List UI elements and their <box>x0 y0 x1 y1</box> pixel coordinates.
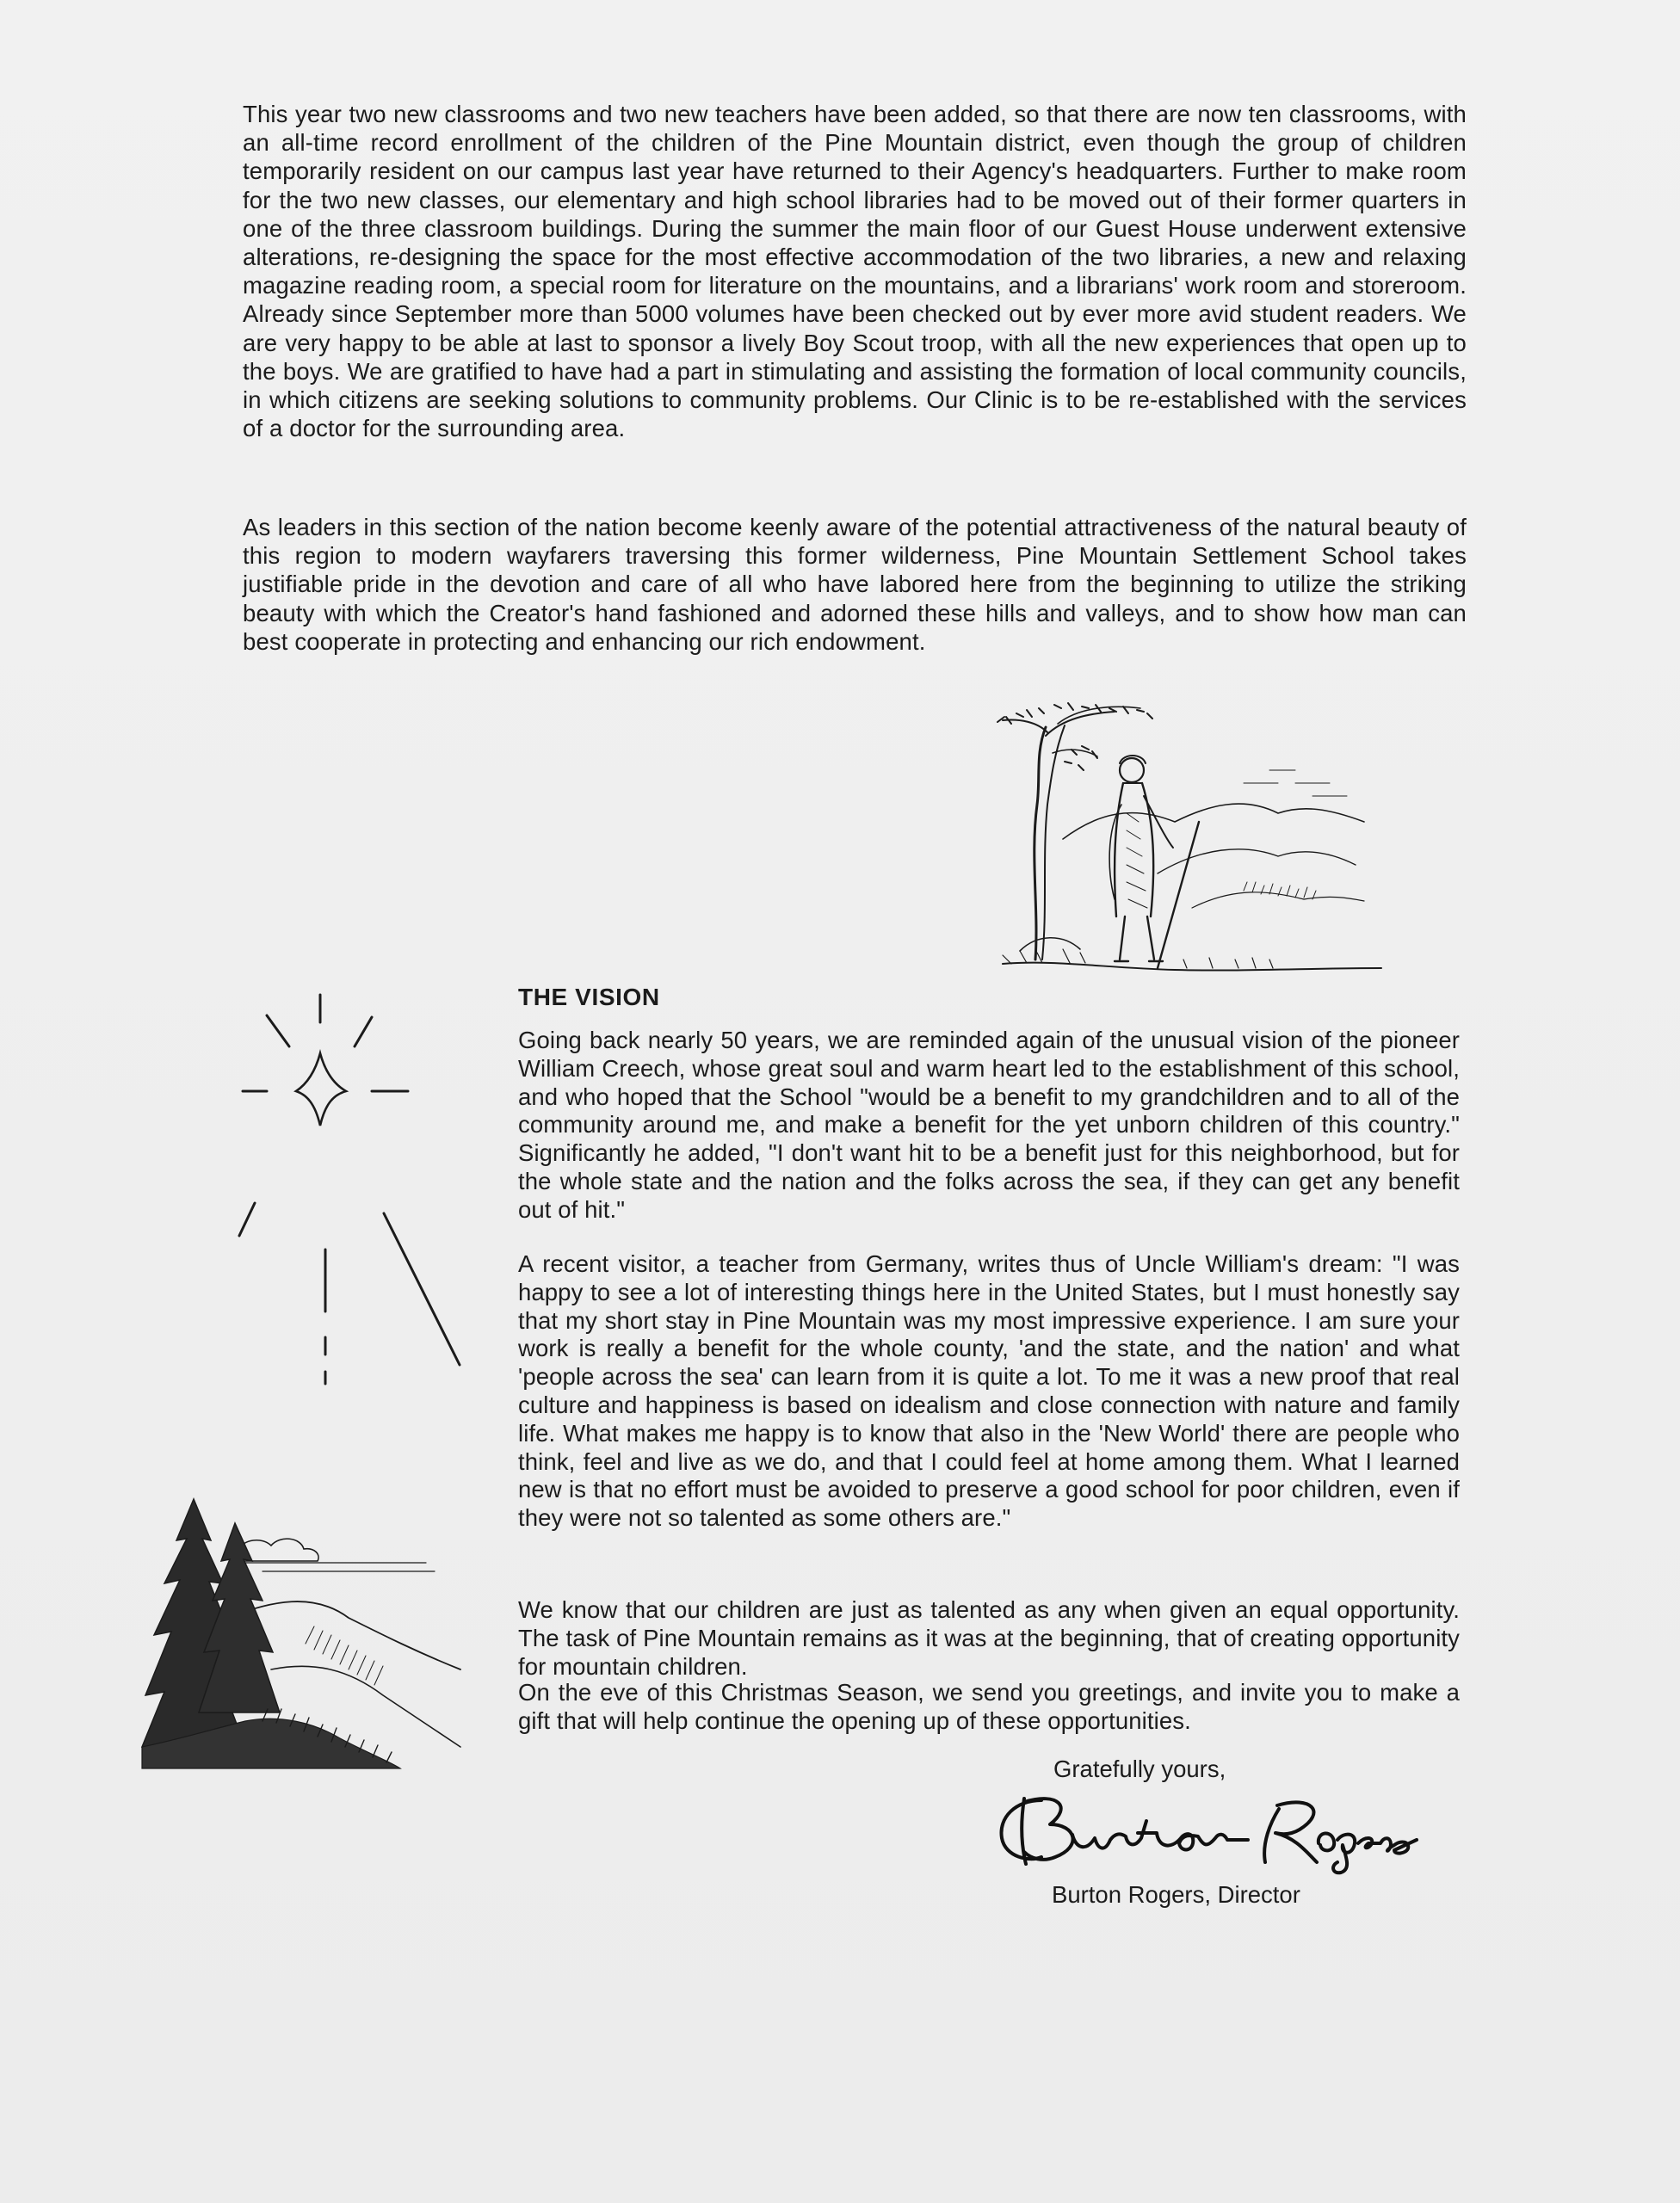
vision-paragraph-2: A recent visitor, a teacher from Germany, writes thus of Uncle William's dream: "I was happy to see a lot of interesting things here in the United States, but I must honestly say that my short stay in Pine Mountain was my most impressive experience. I am sure your work is really a benefit for the whole county, 'and the state, and the nation' and what 'people across the sea' can learn from it is quite a lot. To me it was a new proof that real culture and happiness is based on idealism and close connection with nature and family life. What makes me happy is to know that also in the 'New World' there are people who think, feel and live as we do, and that I could feel at home among them. What I learned new is that no effort must be avoided to preserve a good school for poor children, even if they were not so talented as some others are." <box>518 1250 1460 1532</box>
closing-salutation: Gratefully yours, <box>1053 1756 1226 1782</box>
vision-heading: THE VISION <box>518 984 660 1010</box>
vision-paragraph-1: Going back nearly 50 years, we are reminded again of the unusual vision of the pioneer William Creech, whose great soul and warm heart led to the establishment of this school, and who hoped that the School "would be a benefit to my grandchildren and to all of the community around me, and make a benefit for the yet unborn children of this country." Significantly he added, "I don't want hit to be a benefit just for this neighborhood, but for the whole state and the nation and the folks across the sea, if they can get any benefit out of hit." <box>518 1027 1460 1223</box>
star-illustration <box>224 990 482 1385</box>
pine-trees-illustration <box>142 1489 478 1773</box>
letter-paragraph-2: As leaders in this section of the nation become keenly aware of the potential attractiveness of the natural beauty of this region to modern wayfarers traversing this former wilderness, Pine Mountain Settlement School takes justifiable pride in the devotion and care of all who have labored here from the beginning to utilize the striking beauty with which the Creator's hand fashioned and adorned these hills and valleys, and to show how man can best cooperate in protecting and enhancing our rich endowment. <box>243 514 1467 655</box>
signer-name-title: Burton Rogers, Director <box>1052 1881 1300 1908</box>
vision-paragraph-4: On the eve of this Christmas Season, we send you greetings, and invite you to make a gift that will help continue the opening up of these opportunities. <box>518 1679 1460 1734</box>
pioneer-illustration <box>985 701 1390 981</box>
letter-paragraph-1: This year two new classrooms and two new teachers have been added, so that there are now ten classrooms, with an all-time record enrollment of the children of the Pine Mountain district, even though the group of children temporarily resident on our campus last year have returned to their Agency's headquarters. Further to make room for the two new classes, our elementary and high school libraries had to be moved out of their former quarters in one of the three classroom buildings. During the summer the main floor of our Guest House underwent extensive alterations, re-designing the space for the most effective accommodation of the two libraries, a new and relaxing magazine reading room, a special room for literature on the mountains, and a librarians' work room and storeroom. Already since September more than 5000 volumes have been checked out by ever more avid student readers. We are very happy to be able at last to sponsor a lively Boy Scout troop, with all the new experiences that open up to the boys. We are gratified to have had a part in stimulating and assisting the formation of local community councils, in which citizens are seeking solutions to community problems. Our Clinic is to be re-established with the services of a doctor for the surrounding area. <box>243 101 1467 442</box>
vision-paragraph-3: We know that our children are just as talented as any when given an equal opportunity. The task of Pine Mountain remains as it was at the beginning, that of creating opportunity for mountain children. <box>518 1596 1460 1680</box>
handwritten-signature <box>990 1783 1420 1878</box>
